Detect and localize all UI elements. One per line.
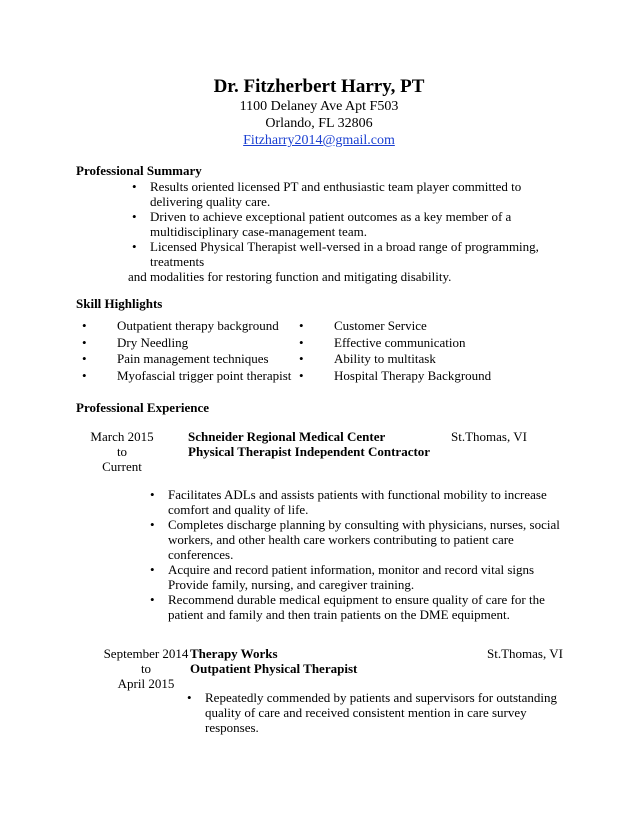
list-item	[146, 562, 566, 592]
bullet-icon: •	[82, 334, 87, 350]
list-item	[128, 239, 568, 284]
list-item	[299, 351, 539, 368]
email-link[interactable]: Fitzharry2014@gmail.com	[243, 133, 395, 148]
list-item	[146, 517, 566, 562]
bullet-icon: •	[82, 318, 87, 333]
job-role: Physical Therapist Independent Contractor	[188, 444, 431, 459]
job-date-start: September 2014	[103, 646, 189, 661]
summary-text-continued: and modalities for restoring function and mitigating disability.	[128, 269, 452, 284]
job-location: St.Thomas, VI	[451, 429, 527, 444]
bullet-icon: •	[299, 318, 304, 333]
duty-text: Acquire and record patient information, monitor and record vital signs Provide family, nursing, and caregiver training.	[168, 562, 535, 592]
duty-text: Recommend durable medical equipment to ensure quality of care for the patient and family and then train patients on the DME equipment.	[168, 592, 545, 622]
job-date-to: to	[116, 444, 128, 459]
skill-text: Myofascial trigger point therapist	[117, 367, 292, 383]
bullet-icon: •	[299, 367, 304, 383]
candidate-name: Dr. Fitzherbert Harry, PT	[213, 76, 425, 97]
skills-left-column	[82, 318, 292, 384]
list-item	[128, 179, 568, 209]
bullet-icon: •	[132, 179, 137, 194]
skills-title: Skill Highlights	[76, 296, 163, 311]
summary-text: Driven to achieve exceptional patient outcomes as a key member of a multidisciplinary case-management team.	[150, 209, 512, 239]
bullet-icon: •	[132, 209, 137, 224]
job-date-end: April 2015	[117, 676, 175, 691]
skills-right-column	[299, 318, 539, 384]
list-item	[82, 351, 292, 368]
skill-text: Dry Needling	[117, 334, 189, 350]
job-location: St.Thomas, VI	[487, 646, 563, 661]
bullet-icon: •	[150, 487, 155, 502]
job-duties-list	[146, 487, 566, 622]
summary-title: Professional Summary	[76, 163, 202, 178]
bullet-icon: •	[82, 367, 87, 383]
skill-text: Pain management techniques	[117, 351, 269, 366]
bullet-icon: •	[187, 690, 192, 705]
duty-text: Repeatedly commended by patients and supervisors for outstanding quality of care and received consistent mention in care survey responses.	[205, 690, 558, 735]
address-line-1: 1100 Delaney Ave Apt F503	[239, 99, 399, 114]
job-dates	[82, 429, 162, 474]
list-item	[299, 318, 539, 335]
list-item	[82, 318, 292, 335]
list-item	[299, 368, 539, 385]
bullet-icon: •	[82, 351, 87, 366]
job-date-end: Current	[102, 459, 142, 474]
bullet-icon: •	[132, 239, 137, 254]
duty-text: Completes discharge planning by consulting with physicians, nurses, social workers, and other health care workers contributing to patient care conferences.	[168, 517, 560, 562]
summary-text: Licensed Physical Therapist well-versed in a broad range of programming, treatments	[150, 239, 539, 269]
address-line-2: Orlando, FL 32806	[265, 116, 373, 131]
job-role: Outpatient Physical Therapist	[190, 661, 358, 676]
job-organization: Schneider Regional Medical Center	[188, 429, 386, 444]
summary-list	[128, 179, 568, 284]
skill-text: Hospital Therapy Background	[334, 367, 492, 383]
job-organization: Therapy Works	[190, 646, 278, 661]
job-date-to: to	[140, 661, 152, 676]
skill-text: Outpatient therapy background	[117, 318, 279, 333]
summary-text: Results oriented licensed PT and enthusiastic team player committed to delivering quality care.	[150, 179, 522, 209]
list-item	[183, 690, 573, 735]
list-item	[146, 487, 566, 517]
bullet-icon: •	[150, 592, 155, 607]
list-item	[146, 592, 566, 622]
job-date-start: March 2015	[90, 429, 154, 444]
bullet-icon: •	[299, 351, 304, 366]
list-item	[128, 209, 568, 239]
experience-title: Professional Experience	[76, 400, 209, 415]
job-dates	[98, 646, 194, 691]
bullet-icon: •	[299, 334, 304, 350]
skill-text: Ability to multitask	[334, 351, 436, 366]
list-item	[299, 335, 539, 352]
list-item	[82, 368, 292, 385]
job-duties-list	[183, 690, 573, 735]
skill-text: Customer Service	[334, 318, 427, 333]
resume-header	[0, 76, 638, 150]
bullet-icon: •	[150, 517, 155, 532]
duty-text: Facilitates ADLs and assists patients with functional mobility to increase comfort and quality of life.	[168, 487, 547, 517]
skill-text: Effective communication	[334, 334, 466, 350]
bullet-icon: •	[150, 562, 155, 577]
list-item	[82, 335, 292, 352]
